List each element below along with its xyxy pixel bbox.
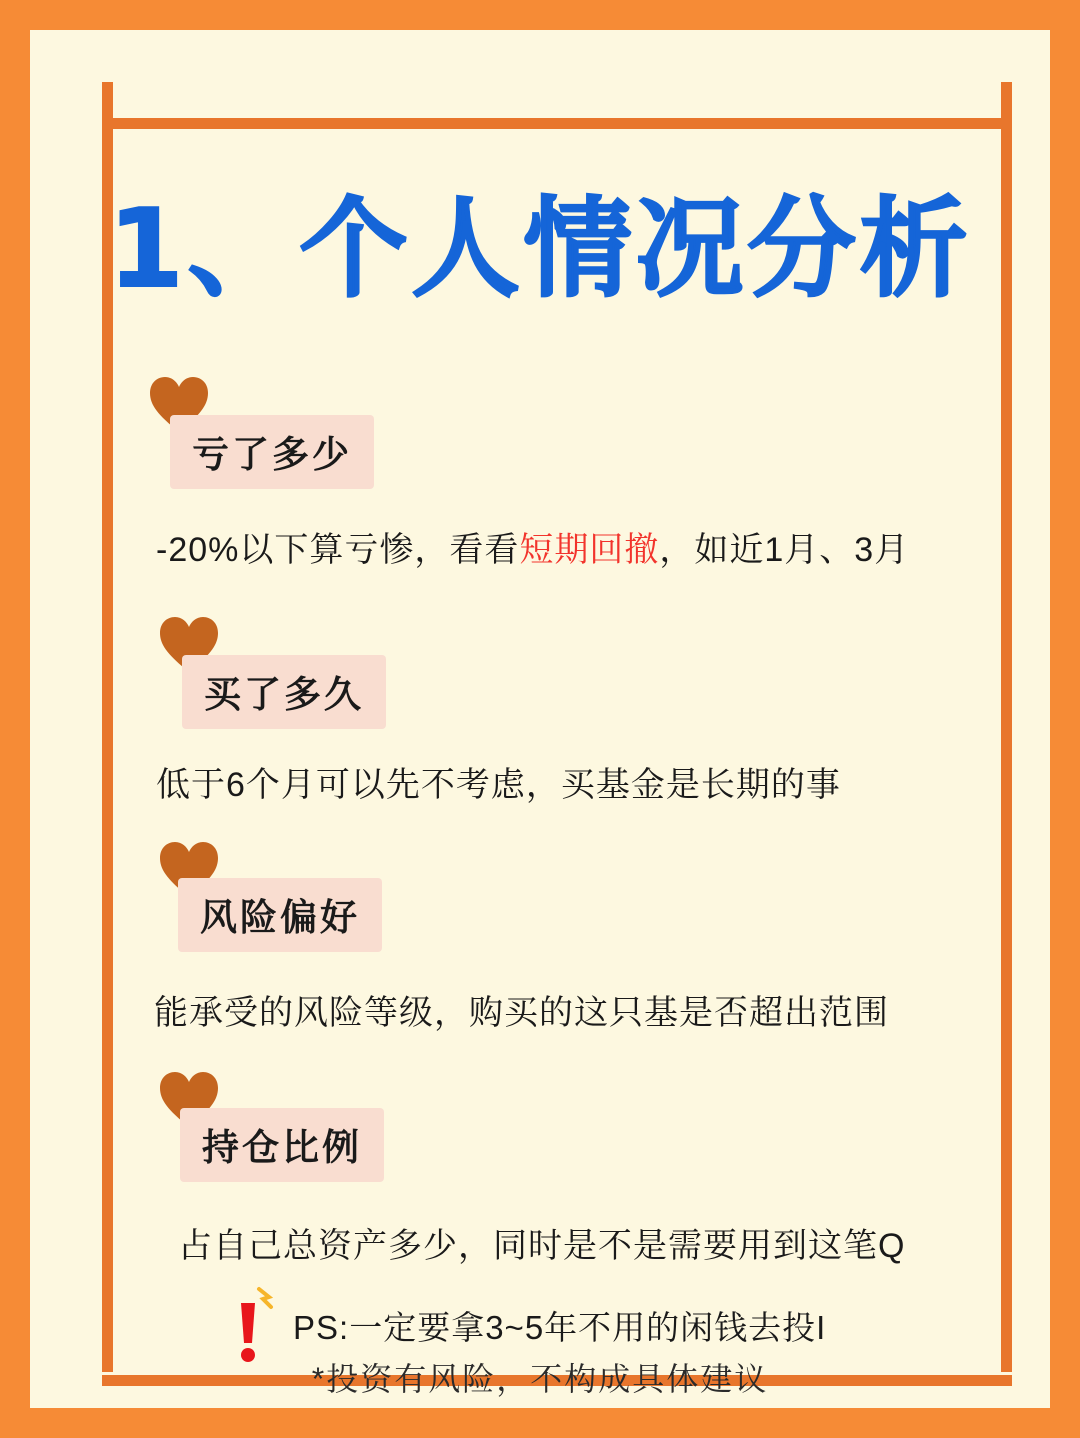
section-body-highlight: 短期回撤 bbox=[519, 531, 660, 569]
ps-text: PS:一定要拿3~5年不用的闲钱去投I bbox=[293, 1308, 827, 1346]
footer-note: *投资有风险，不构成具体建议 bbox=[311, 1361, 769, 1397]
section-body-before: 低于6个月可以先不考虑，买基金是长期的事 bbox=[156, 766, 841, 804]
section-body-before: 能承受的风险等级，购买的这只基是否超出范围 bbox=[154, 994, 889, 1032]
section-body-before: -20%以下算亏惨，看看 bbox=[156, 531, 520, 569]
frame-line-top bbox=[102, 118, 1012, 129]
section-tag: 亏了多少 bbox=[170, 415, 374, 489]
poster-card bbox=[30, 30, 1050, 1408]
ps-note bbox=[225, 1285, 826, 1365]
exclamation-icon bbox=[225, 1285, 279, 1365]
section-tag: 买了多久 bbox=[182, 655, 386, 729]
page-title: 1、个人情况分析 bbox=[108, 187, 972, 312]
section-tag: 持仓比例 bbox=[180, 1108, 384, 1182]
section-body bbox=[156, 522, 909, 571]
section-body bbox=[154, 985, 889, 1034]
section-tag: 风险偏好 bbox=[178, 878, 382, 952]
section-body bbox=[156, 757, 841, 806]
section-body-after: ，如近1月、3月 bbox=[659, 531, 910, 569]
section-body-before: 占自己总资产多少，同时是不是需要用到这笔Q bbox=[178, 1227, 906, 1265]
section-body bbox=[178, 1218, 905, 1267]
